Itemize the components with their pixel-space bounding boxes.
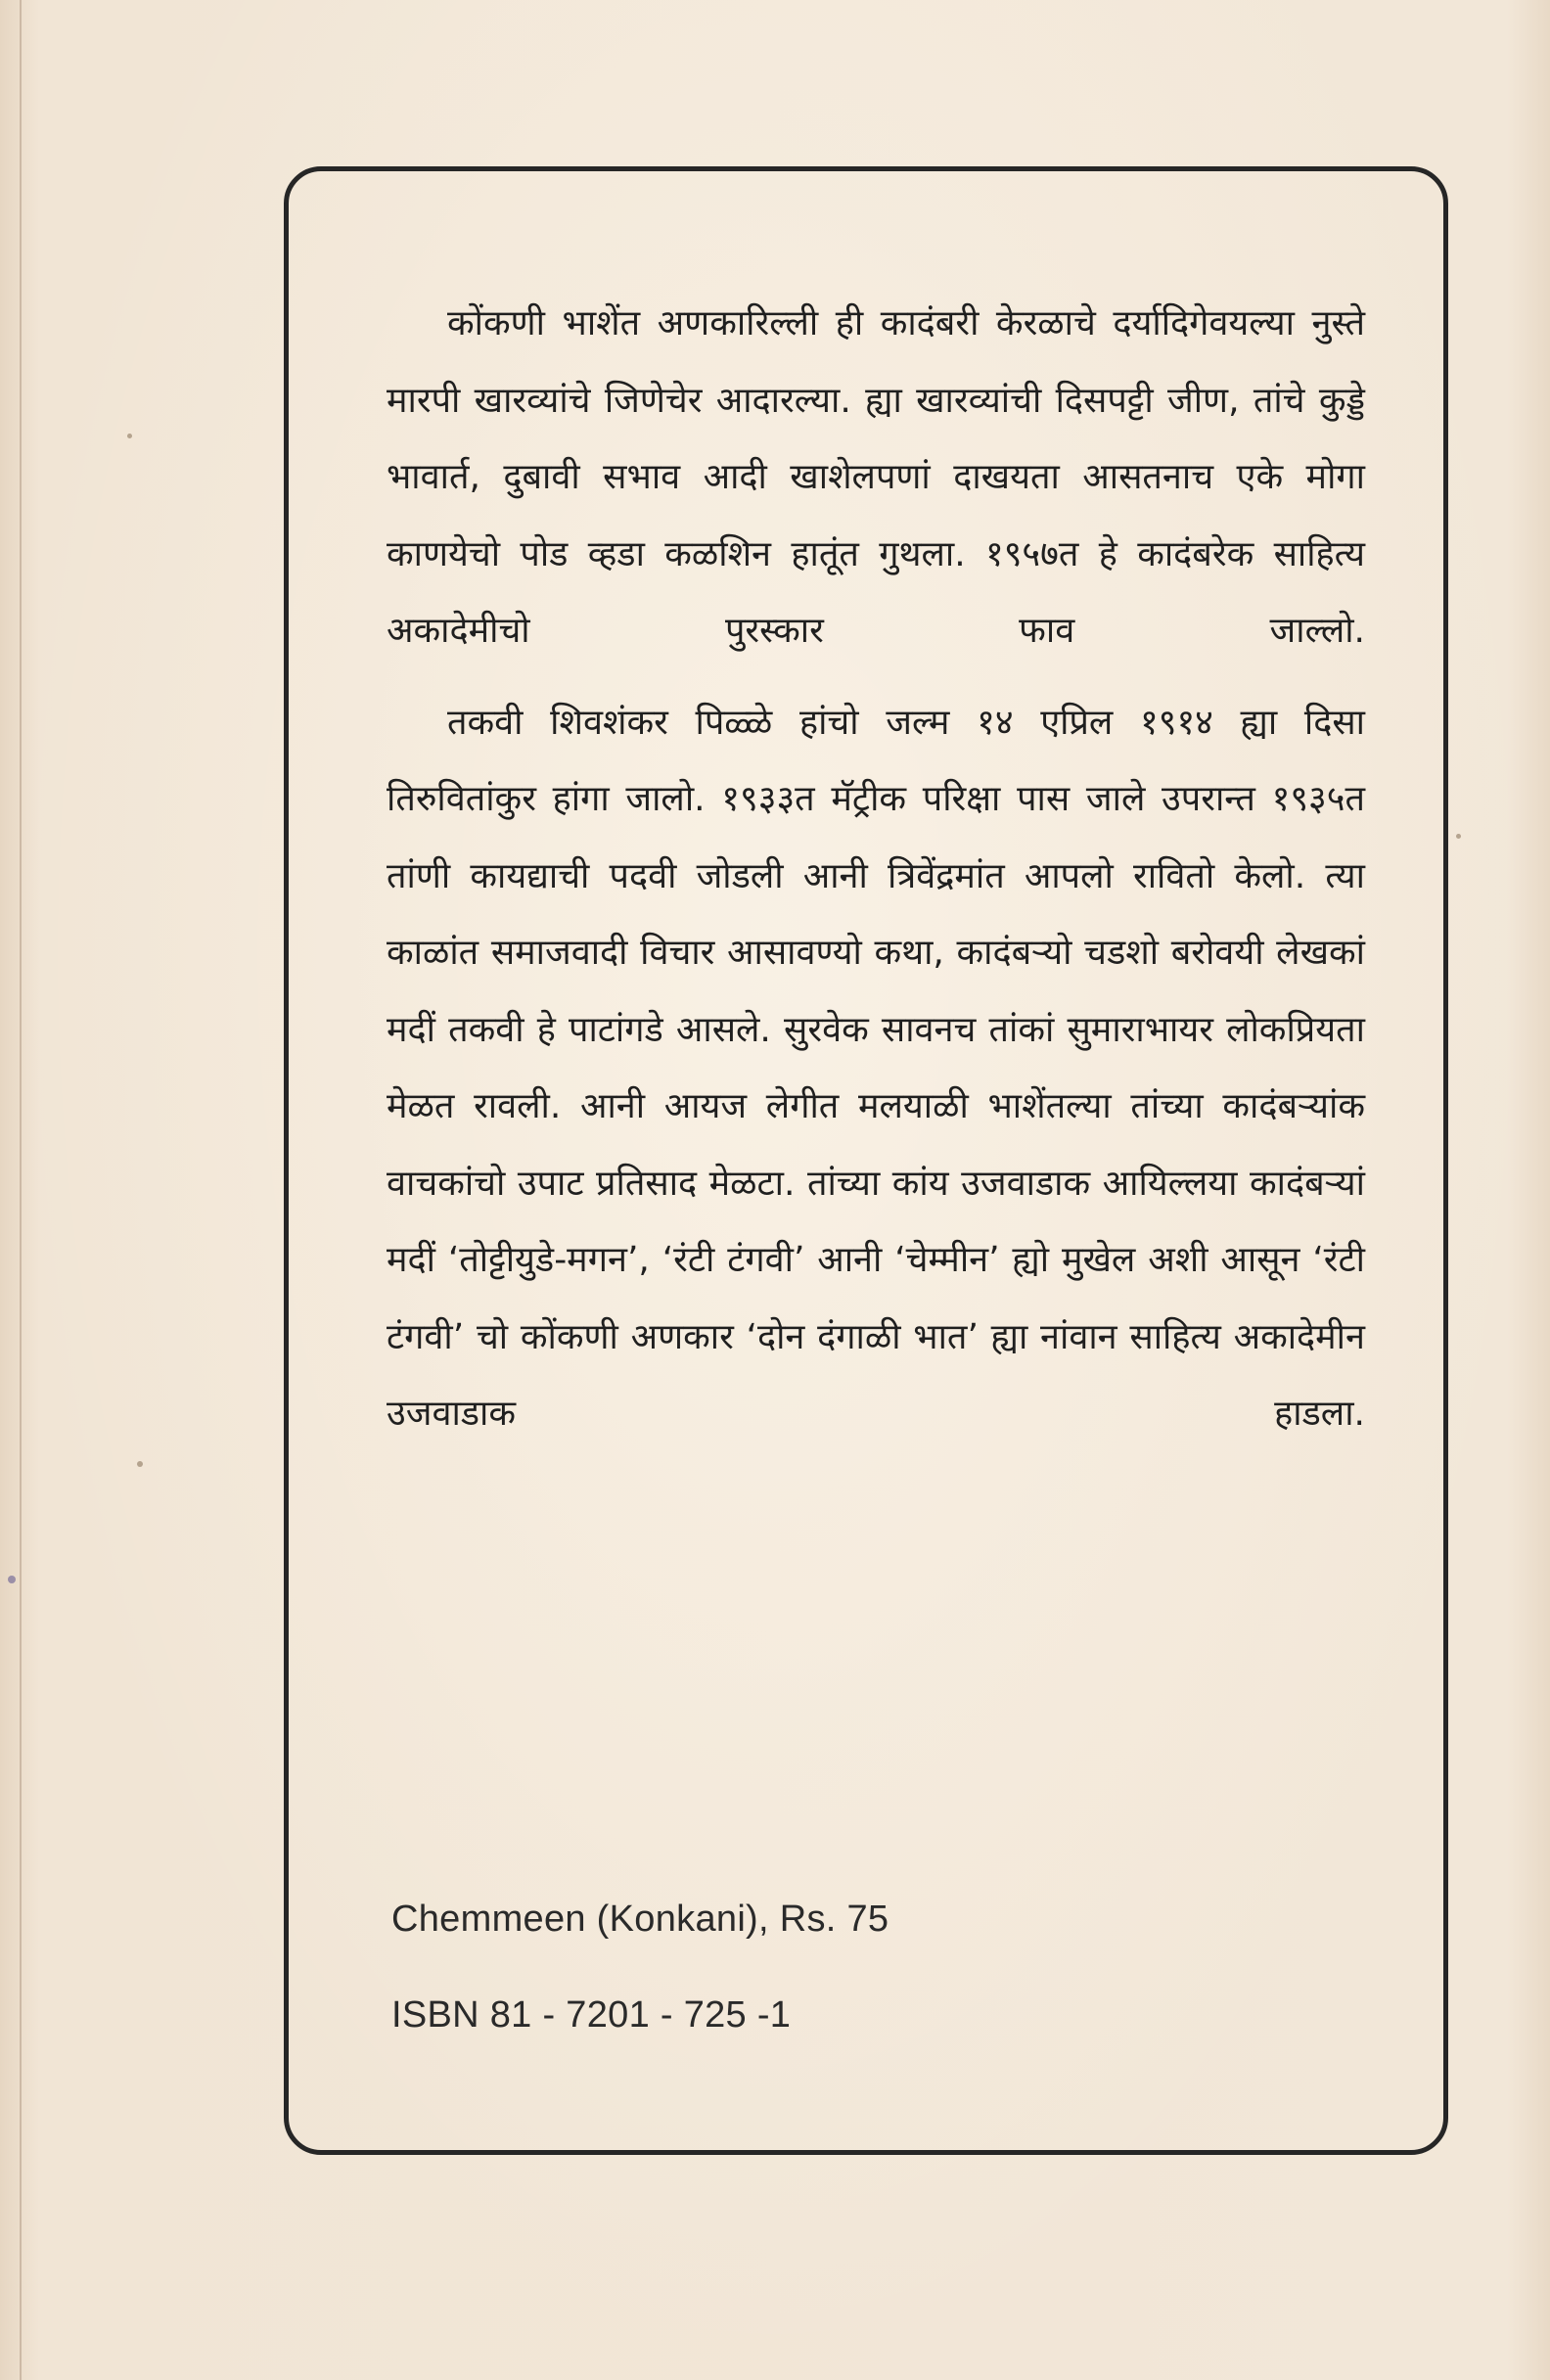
paper-speck — [8, 1576, 16, 1583]
page-edge-shadow — [20, 0, 22, 2380]
blurb-text — [387, 286, 1365, 1453]
isbn-line: ISBN 81 - 7201 - 725 -1 — [391, 1994, 792, 2036]
paper-speck — [1456, 834, 1461, 839]
title-price-line: Chemmeen (Konkani), Rs. 75 — [391, 1899, 889, 1940]
paper-speck — [127, 434, 132, 438]
blurb-paragraph-about-novel: कोंकणी भाशेंत अणकारिल्ली ही कादंबरी केरळाचे दर्यादिगेवयल्या नुस्ते मारपी खारव्यांचे जिणेचेर आदारल्या. ह्या खारव्यांची दिसपट्टी जीण, तांचे कुड्डे भावार्त, दुबावी सभाव आदी खाशेलपणां दाखयता आसतनाच एके मोगा काणयेचो पोड व्हडा कळशिन हातूंत गुथला. १९५७त हे कादंबरेक साहित्य अकादेमीचो पुरस्कार फाव जाल्लो. — [387, 303, 1365, 651]
blurb-paragraph-about-author: तकवी शिवशंकर पिळ्ळे हांचो जल्म १४ एप्रिल १९१४ ह्या दिसा तिरुवितांकुर हांगा जालो. १९३३त मॅट्रीक परिक्षा पास जाले उपरान्त १९३५त तांणी कायद्याची पदवी जोडली आनी त्रिवेंद्रमांत आपलो रावितो केलो. त्या काळांत समाजवादी विचार आसावण्यो कथा, कादंबऱ्यो चडशो बरोवयी लेखकां मदीं तकवी हे पाटांगडे आसले. सुरवेक सावनच तांकां सुमाराभायर लोकप्रियता मेळत रावली. आनी आयज लेगीत मलयाळी भाशेंतल्या तांच्या कादंबऱ्यांक वाचकांचो उपाट प्रतिसाद मेळटा. तांच्या कांय उजवाडाक आयिल्लया कादंबऱ्यां मदीं ‘तोट्टीयुडे-मगन’, ‘रंटी टंगवी’ आनी ‘चेम्मीन’ ह्यो मुखेल अशी आसून ‘रंटी टंगवी’ चो कोंकणी अणकार ‘दोन दंगाळी भात’ ह्या नांवान साहित्य अकादेमीन उजवाडाक हाडला. — [387, 702, 1365, 1434]
paper-speck — [137, 1461, 143, 1467]
